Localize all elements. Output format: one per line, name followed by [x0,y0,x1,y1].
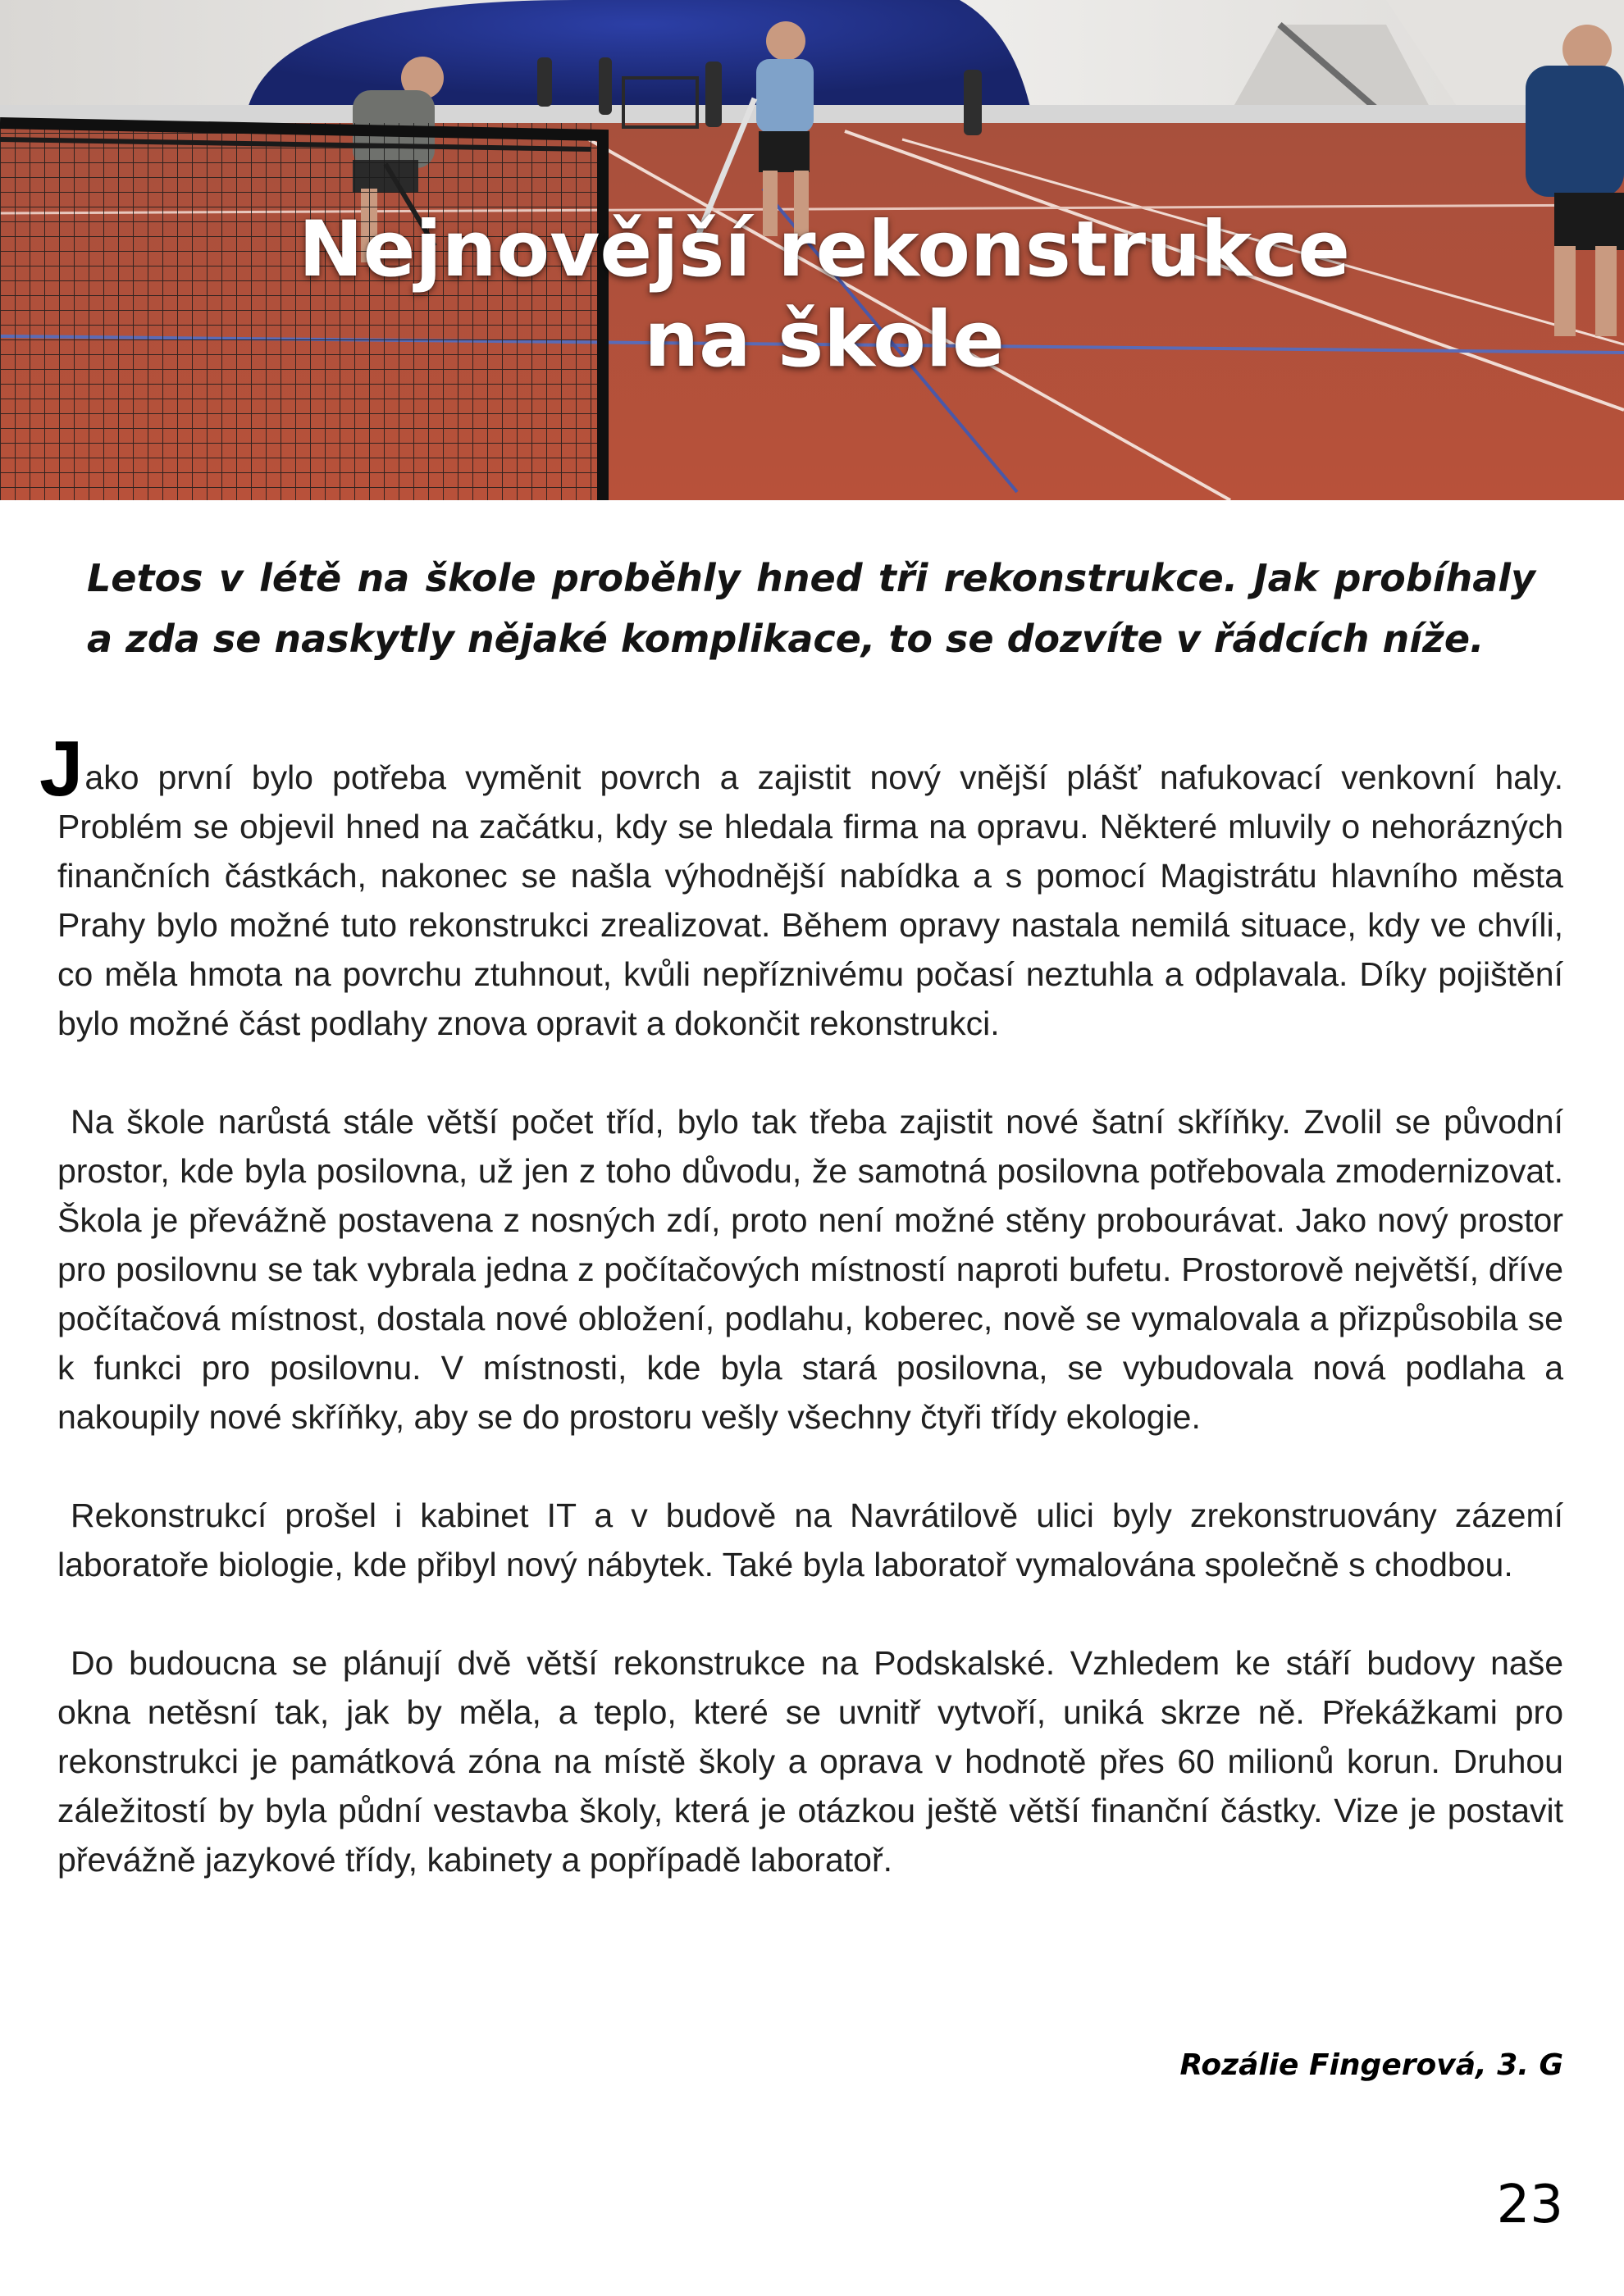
paragraph-3: Rekonstrukcí prošel i kabinet IT a v budově na Navrátilově ulici byly zrekonstruovány zázemí laboratoře biologie, kde přibyl nový nábytek. Také byla laboratoř vymalována společně s chodbou. [57,1496,1563,1583]
paragraph-4: Do budoucna se plánují dvě větší rekonstrukce na Podskalské. Vzhledem ke stáří budovy naše okna netěsní tak, jak by měla, a teplo, které se uvnitř vytvoří, uniká skrze ně. Překážkami pro rekonstrukci je památková zóna na místě školy a oprava v hodnotě přes 60 milionů korun. Druhou záležitostí by byla půdní vestavba školy, která je otázkou ještě větší finanční částky. Vize je postavit převážně jazykové třídy, kabinety a popřípadě laboratoř. [57,1644,1563,1879]
page-number: 23 [1496,2175,1563,2235]
paragraph-1 [39,725,1563,1048]
article-title [0,205,1624,385]
hero-photo [0,0,1624,500]
paragraph-1-text: ako první bylo potřeba vyměnit povrch a zajistit nový vnější plášť nafukovací venkovní haly. Problém se objevil hned na začátku, kdy se hledala firma na opravu. Některé mluvily o nehorázných finančních částkách, nakonec se našla výhodnější nabídka a s pomocí Magistrátu hlavního města Prahy bylo možné tuto rekonstrukci zrealizovat. Během opravy nastala nemilá situace, kdy ve chvíli, co měla hmota na povrchu ztuhnout, kvůli nepříznivému počasí neztuhla a odplavala. Díky pojištění bylo možné část podlahy znova opravit a dokončit rekonstrukci. [57,758,1563,1042]
author-signature: Rozálie Fingerová, 3. G [1179,2048,1563,2082]
article-lead: Letos v létě na škole proběhly hned tři rekonstrukce. Jak probíhaly a zda se naskytly nějaké komplikace, to se dozvíte v řádcích níže. [87,556,1535,661]
title-line-2: na škole [644,295,1005,385]
title-line-1: Nejnovější rekonstrukce [298,205,1351,294]
drop-cap: J [39,725,84,813]
paragraph-2: Na škole narůstá stále větší počet tříd, bylo tak třeba zajistit nové šatní skříňky. Zvolil se původní prostor, kde byla posilovna, už jen z toho důvodu, že samotná posilovna potřebovala zmodernizovat. Škola je převážně postavena z nosných zdí, proto není možné stěny probourávat. Jako nový prostor pro posilovnu se tak vybrala jedna z počítačových místností naproti bufetu. Prostorově největší, dříve počítačová místnost, dostala nové obložení, podlahu, koberec, nově se vymalovala a přizpůsobila se k funkci pro posilovnu. V místnosti, kde byla stará posilovna, se vybudovala nová podlaha a nakoupily nové skříňky, aby se do prostoru vešly všechny čtyři třídy ekologie. [57,1103,1563,1436]
article-body [39,725,1563,1934]
